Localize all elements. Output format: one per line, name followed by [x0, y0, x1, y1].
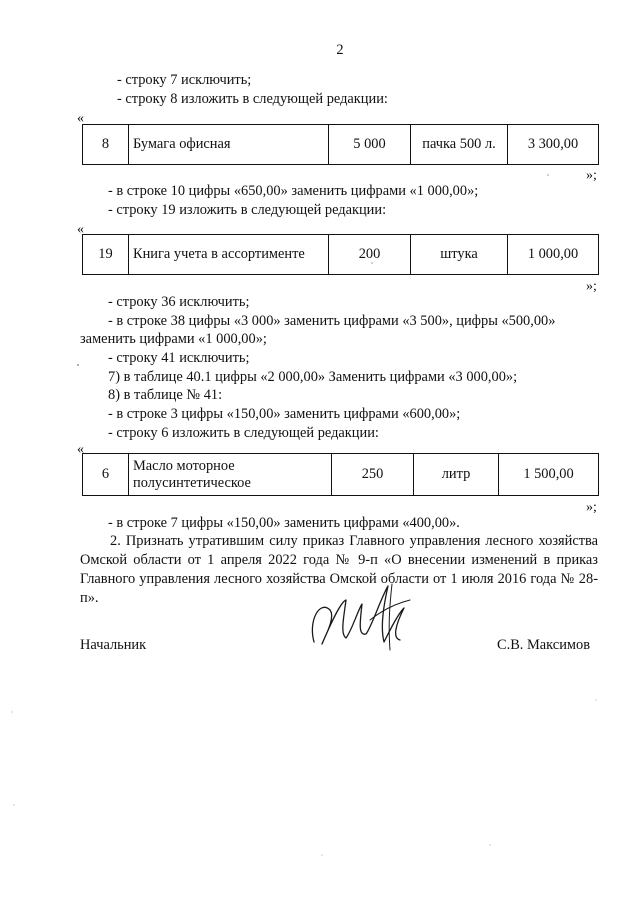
instruction-line: - строку 19 изложить в следующей редакции:: [108, 202, 387, 218]
instruction-line: - строку 41 исключить;: [108, 350, 250, 366]
table-cell-quantity: 200: [329, 235, 411, 275]
table-cell-price: 1 500,00: [499, 454, 599, 496]
page-number: 2: [336, 42, 344, 58]
closing-quote: »;: [586, 500, 597, 515]
table-cell-unit: штука: [411, 235, 508, 275]
instruction-line: 8) в таблице № 41:: [108, 387, 223, 403]
instruction-line: - строку 8 изложить в следующей редакции:: [117, 91, 388, 107]
table-cell-quantity: 5 000: [329, 125, 411, 165]
closing-quote: »;: [586, 279, 597, 294]
instruction-line: - в строке 7 цифры «150,00» заменить цифрами «400,00».: [108, 515, 460, 531]
table-cell-number: 6: [83, 454, 129, 496]
instruction-line: - строку 36 исключить;: [108, 294, 250, 310]
instruction-line: - строку 7 исключить;: [117, 72, 252, 88]
paragraph-2: 2. Признать утратившим силу приказ Главного управления лесного хозяйства Омской области от 1 апреля 2022 года № 9-п «О внесении изменений в приказ Главного управления лесного хозяйства Омской области от 1 июля 2016 года № 28-п».: [80, 533, 598, 606]
table-cell-name: Бумага офисная: [129, 125, 329, 165]
signatory-name: С.В. Максимов: [497, 637, 590, 653]
table-cell-name: Книга учета в ассортименте: [129, 235, 329, 275]
instruction-line: - в строке 38 цифры «3 000» заменить цифрами «3 500», цифры «500,00»: [108, 313, 556, 329]
instruction-line: - в строке 10 цифры «650,00» заменить цифрами «1 000,00»;: [108, 183, 479, 199]
table-cell-price: 3 300,00: [508, 125, 599, 165]
instruction-line: 7) в таблице 40.1 цифры «2 000,00» Заменить цифрами «3 000,00»;: [108, 369, 518, 385]
table-cell-quantity: 250: [332, 454, 414, 496]
opening-quote: «: [77, 222, 84, 237]
table-cell-unit: литр: [414, 454, 499, 496]
table-cell-price: 1 000,00: [508, 235, 599, 275]
closing-quote: »;: [586, 168, 597, 183]
table-cell-number: 19: [83, 235, 129, 275]
opening-quote: «: [77, 111, 84, 126]
signatory-position: Начальник: [80, 637, 147, 653]
table-cell-unit: пачка 500 л.: [411, 125, 508, 165]
instruction-line: - в строке 3 цифры «150,00» заменить цифрами «600,00»;: [108, 406, 461, 422]
instruction-line: - строку 6 изложить в следующей редакции:: [108, 425, 379, 441]
instruction-line-continued: заменить цифрами «1 000,00»;: [80, 331, 267, 347]
table-cell-number: 8: [83, 125, 129, 165]
opening-quote: «: [77, 442, 84, 457]
table-cell-name: Масло моторное полусинтетическое: [129, 454, 332, 496]
